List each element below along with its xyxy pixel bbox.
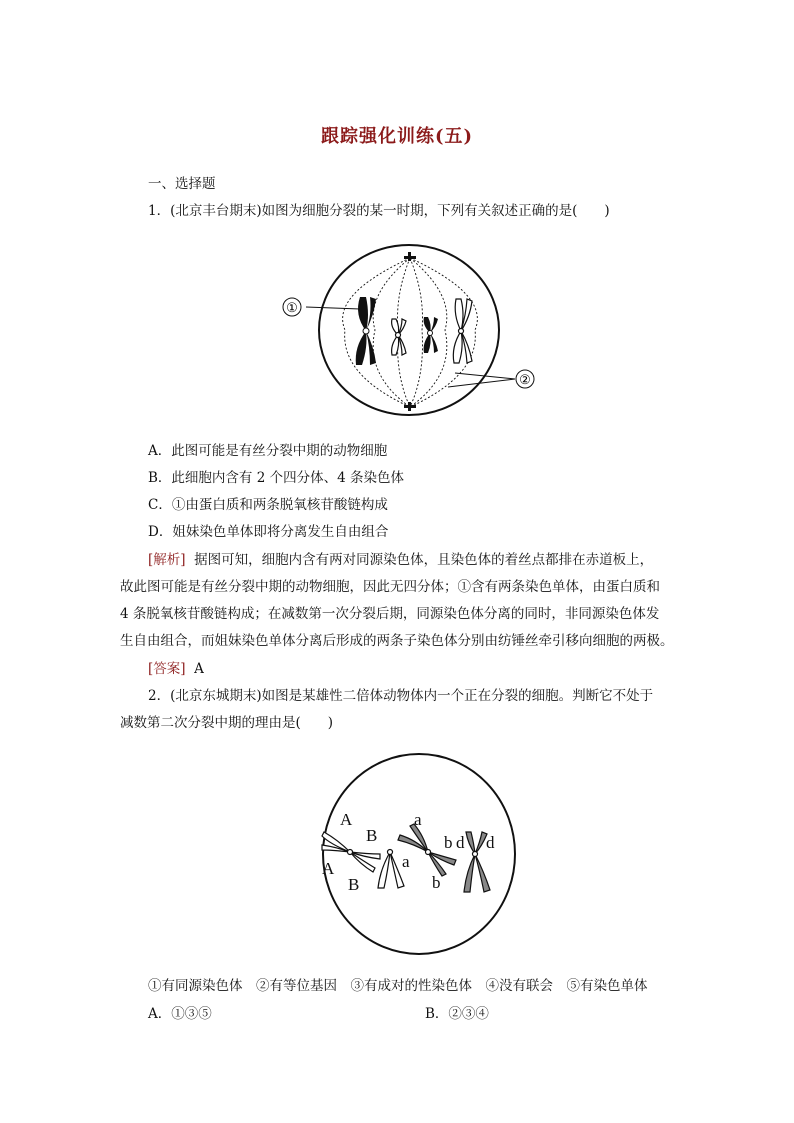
gene-label-d-left: d	[456, 833, 465, 852]
q1-option-a: A．此图可能是有丝分裂中期的动物细胞	[148, 443, 388, 459]
q2-stem-line-1: 2．(北京东城期末)如图是某雄性二倍体动物体内一个正在分裂的细胞。判断它不处于	[148, 688, 654, 704]
chromosome-small-dark	[424, 317, 438, 353]
q1-answer	[148, 659, 204, 679]
q2-cell-figure	[310, 752, 530, 957]
figure-label-2: ②	[519, 373, 531, 388]
chromosome-large-white	[453, 299, 472, 363]
gene-label-A-bottom: A	[322, 859, 335, 878]
chromosome-small-white	[392, 319, 406, 355]
section-heading: 一、选择题	[148, 176, 216, 192]
analysis-text-1: 据图可知，细胞内含有两对同源染色体，且染色体的着丝点都排在赤道板上，	[194, 552, 654, 568]
analysis-tag: [解析]	[148, 552, 186, 568]
gene-label-B-bottom: B	[348, 875, 360, 894]
figure-label-1: ①	[286, 301, 298, 316]
page-title: 跟踪强化训练(五)	[320, 126, 474, 147]
q1-stem: 1．(北京丰台期末)如图为细胞分裂的某一时期，下列有关叙述正确的是( )	[148, 203, 610, 219]
gene-label-A-top: A	[340, 810, 353, 829]
q2-option-b: B．②③④	[425, 1006, 489, 1022]
q1-option-c: C．①由蛋白质和两条脱氧核苷酸链构成	[148, 497, 388, 513]
gene-label-B-top: B	[366, 826, 378, 845]
gene-label-d-right: d	[486, 833, 495, 852]
cell-membrane	[319, 245, 499, 415]
gene-label-b-bottom: b	[432, 873, 441, 892]
chromosome-large-dark	[356, 297, 376, 365]
q2-option-a: A．①③⑤	[148, 1006, 212, 1022]
q1-cell-figure	[270, 235, 530, 425]
q1-analysis-line-1	[148, 550, 653, 570]
gene-label-a-top: a	[414, 810, 422, 829]
gene-label-b-top: b	[444, 833, 453, 852]
q1-option-b: B．此细胞内含有 2 个四分体、4 条染色体	[148, 470, 404, 486]
q1-analysis-line-3: 4 条脱氧核苷酸链构成；在减数第一次分裂后期，同源染色体分离的同时，非同源染色体发	[120, 606, 660, 622]
q1-analysis-line-2: 故此图可能是有丝分裂中期的动物细胞，因此无四分体；①含有两条染色单体，由蛋白质和	[120, 579, 660, 595]
chromosome-small-white-2	[378, 850, 404, 889]
gene-label-a-bottom: a	[402, 852, 410, 871]
leader-lines	[306, 307, 515, 387]
answer-value: A	[194, 661, 204, 677]
q1-analysis-line-4: 生自由组合，而姐妹染色单体分离后形成的两条子染色体分别由纺锤丝牵引移向细胞的两极。	[120, 633, 674, 649]
q2-stem-line-2: 减数第二次分裂中期的理由是( )	[120, 715, 334, 731]
answer-tag: [答案]	[148, 661, 186, 677]
q2-reasons: ①有同源染色体 ②有等位基因 ③有成对的性染色体 ④没有联会 ⑤有染色单体	[148, 978, 648, 994]
q1-option-d: D．姐妹染色单体即将分离发生自由组合	[148, 524, 389, 540]
